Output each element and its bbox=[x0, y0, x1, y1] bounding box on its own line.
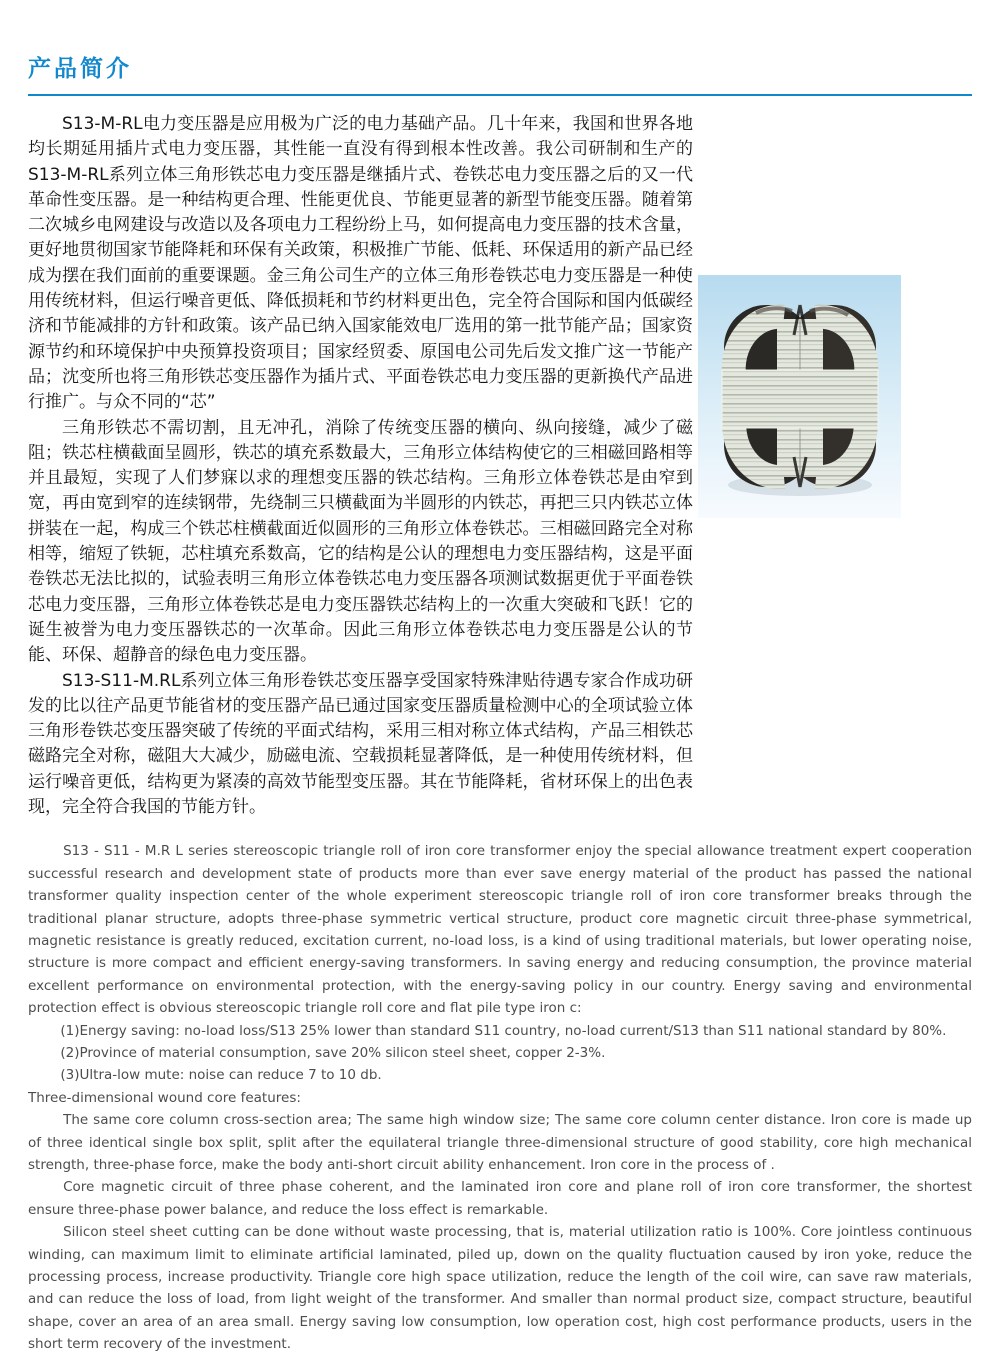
chinese-text-column bbox=[28, 112, 693, 820]
page-title: 产品简介 bbox=[28, 56, 132, 82]
list-item-energy-saving: (1)Energy saving: no-load loss/S13 25% lower than standard S11 country, no-load current/S13 than S11 national standard by 80%. bbox=[60, 1022, 947, 1039]
paragraph-en-intro: S13 - S11 - M.R L series stereoscopic triangle roll of iron core transformer enjoy the special allowance treatment expert cooperation successful research and development state of products more than ever save energy material of the product has passed the national transformer quality inspection center of the whole experiment stereoscopic triangle roll of iron core transformer breaks through the traditional planar structure, adopts three-phase symmetric vertical structure, product core magnetic circuit three-phase symmetrical, magnetic resistance is greatly reduced, excitation current, no-load loss, is a kind of using traditional materials, but lower operating noise, structure is more compact and efficient energy-saving transformers. In saving energy and reducing consumption, the province material excellent performance on environmental protection, with the energy-saving policy in our country. Energy saving and environmental protection effect is obvious stereoscopic triangle roll core and flat pile type iron c: bbox=[28, 843, 972, 1017]
list-item-material-saving: (2)Province of material consumption, save 20% silicon steel sheet, copper 2-3%. bbox=[60, 1044, 606, 1061]
paragraph-en-silicon-steel: Silicon steel sheet cutting can be done without waste processing, that is, material utilization ratio is 100%. Core jointless continuous winding, can maximum limit to eliminate artificial laminated, piled up, down on the quality fluctuation caused by iron yoke, reduce the processing process, increase productivity. Triangle core high space utilization, reduce the length of the coil wire, can save raw materials, and can reduce the loss of load, from light weight of the transformer. And smaller than normal product size, compact structure, beautiful shape, cover an area of an area small. Energy saving low consumption, low operation cost, high cost performance products, users in the short term recovery of the investment. bbox=[28, 1224, 972, 1353]
paragraph-cn-series: S13-S11-M.RL系列立体三角形卷铁芯变压器享受国家特殊津贴待遇专家合作成功研发的比以往产品更节能省材的变压器产品已通过国家变压器质量检测中心的全项试验立体三角形卷铁芯变压器突破了传统的平面式结构，采用三相对称立体式结构，产品三相铁芯磁路完全对称，磁阻大大减少，励磁电流、空载损耗显著降低，是一种使用传统材料，但运行噪音更低，结构更为紧凑的高效节能型变压器。其在节能降耗，省材环保上的出色表现，完全符合我国的节能方针。 bbox=[28, 670, 693, 818]
paragraph-en-magnetic-circuit: Core magnetic circuit of three phase coherent, and the laminated iron core and plane roll of iron core transformer, the shortest ensure three-phase power balance, and reduce the loss effect is remarkable. bbox=[28, 1179, 972, 1218]
wound-core-photo bbox=[698, 275, 901, 518]
features-heading: Three-dimensional wound core features: bbox=[28, 1089, 301, 1106]
paragraph-cn-core-structure: 三角形铁芯不需切割，且无冲孔，消除了传统变压器的横向、纵向接缝，减少了磁阻；铁芯柱横截面呈圆形，铁芯的填充系数最大，三角形立体结构使它的三相磁回路相等并且最短，实现了人们梦寐以求的理想变压器的铁芯结构。三角形立体卷铁芯是由窄到宽，再由宽到窄的连续钢带，先绕制三只横截面为半圆形的内铁芯，再把三只内铁芯立体拼装在一起，构成三个铁芯柱横截面近似圆形的三角形立体卷铁芯。三相磁回路完全对称相等，缩短了铁轭，芯柱填充系数高，它的结构是公认的理想电力变压器结构，这是平面卷铁芯无法比拟的，试验表明三角形立体卷铁芯电力变压器各项测试数据更优于平面卷铁芯电力变压器，三角形立体卷铁芯是电力变压器铁芯结构上的一次重大突破和飞跃！它的诞生被誉为电力变压器铁芯的一次革命。因此三角形立体卷铁芯电力变压器是公认的节能、环保、超静音的绿色电力变压器。 bbox=[28, 417, 693, 666]
paragraph-cn-overview: S13-M-RL电力变压器是应用极为广泛的电力基础产品。几十年来，我国和世界各地均长期延用插片式电力变压器，其性能一直没有得到根本性改善。我公司研制和生产的S13-M-RL系列立体三角形铁芯电力变压器是继插片式、卷铁芯电力变压器之后的又一代革命性变压器。是一种结构更合理、性能更优良、节能更显著的新型节能变压器。随着第二次城乡电网建设与改造以及各项电力工程纷纷上马，如何提高电力变压器的技术含量，更好地贯彻国家节能降耗和环保有关政策，积极推广节能、低耗、环保适用的新产品已经成为摆在我们面前的重要课题。金三角公司生产的立体三角形卷铁芯电力变压器是一种使用传统材料，但运行噪音更低、降低损耗和节约材料更出色，完全符合国际和国内低碳经济和节能减排的方针和政策。该产品已纳入国家能效电厂选用的第一批节能产品；国家资源节约和环境保护中央预算投资项目；国家经贸委、原国电公司先后发文推广这一节能产品；沈变所也将三角形铁芯变压器作为插片式、平面卷铁芯电力变压器的更新换代产品进行推广。与众不同的“芯” bbox=[28, 114, 693, 413]
paragraph-en-core-geometry: The same core column cross-section area; The same high window size; The same core column center distance. Iron core is made up of three identical single box split, split after the equilateral triangle three-dimensional structure of good stability, core high mechanical strength, three-phase force, make the body anti-short circuit ability enhancement. Iron core in the process of . bbox=[28, 1112, 972, 1173]
chinese-intro-section bbox=[28, 112, 972, 820]
english-section bbox=[28, 840, 972, 1355]
core-drawing bbox=[722, 305, 878, 496]
wound-core-image bbox=[698, 275, 901, 518]
list-item-low-noise: (3)Ultra-low mute: noise can reduce 7 to 10 db. bbox=[60, 1067, 382, 1084]
title-divider bbox=[28, 94, 972, 96]
